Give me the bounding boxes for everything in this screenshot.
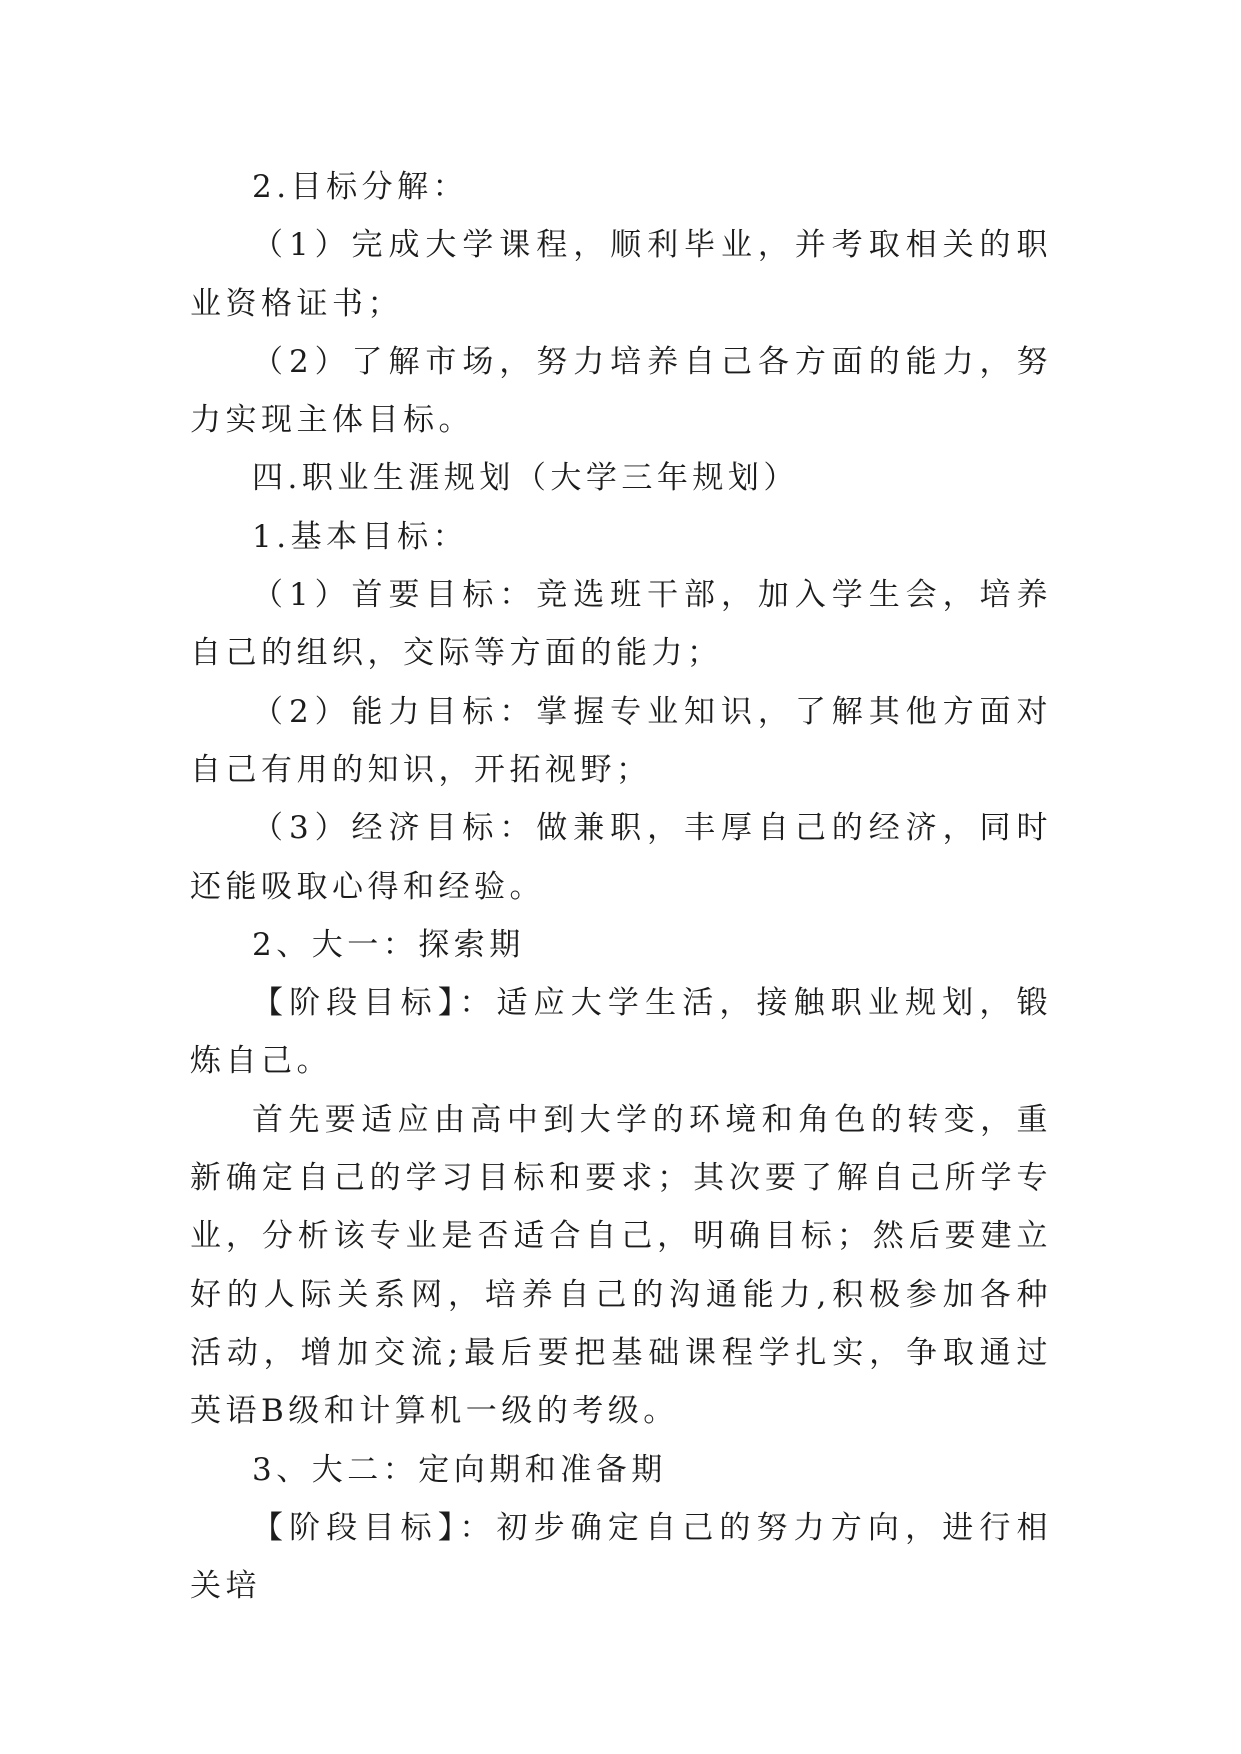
paragraph-primary-goal: （1）首要目标：竞选班干部，加入学生会，培养自己的组织，交际等方面的能力； (190, 577, 1052, 672)
subheading-goal-breakdown: 2.目标分解： (252, 169, 469, 205)
document-body (190, 158, 1052, 1615)
paragraph-goal-1: （1）完成大学课程，顺利毕业，并考取相关的职业资格证书； (190, 227, 1052, 322)
subheading-basic-goals: 1.基本目标： (252, 518, 469, 555)
section-heading-career-plan: 四.职业生涯规划（大学三年规划） (252, 460, 799, 497)
paragraph-freshman-stage-goal: 【阶段目标】：适应大学生活，接触职业规划，锻炼自己。 (190, 985, 1052, 1080)
paragraph-sophomore-stage-goal: 【阶段目标】：初步确定自己的努力方向，进行相关培 (190, 1509, 1052, 1605)
paragraph-economic-goal: （3）经济目标：做兼职，丰厚自己的经济，同时还能吸取心得和经验。 (190, 810, 1052, 905)
subheading-sophomore: 3、大二：定向期和准备期 (252, 1451, 667, 1488)
paragraph-ability-goal: （2）能力目标：掌握专业知识，了解其他方面对自己有用的知识，开拓视野； (190, 693, 1052, 788)
paragraph-freshman-details: 首先要适应由高中到大学的环境和角色的转变，重新确定自己的学习目标和要求；其次要了解自己所学专业，分析该专业是否适合自己，明确目标；然后要建立好的人际关系网，培养自己的沟通能力,积极参加各种活动，增加交流;最后要把基础课程学扎实，争取通过英语B级和计算机一级的考级。 (190, 1101, 1052, 1430)
paragraph-goal-2: （2）了解市场，努力培养自己各方面的能力，努力实现主体目标。 (190, 343, 1052, 439)
subheading-freshman: 2、大一：探索期 (252, 926, 525, 963)
